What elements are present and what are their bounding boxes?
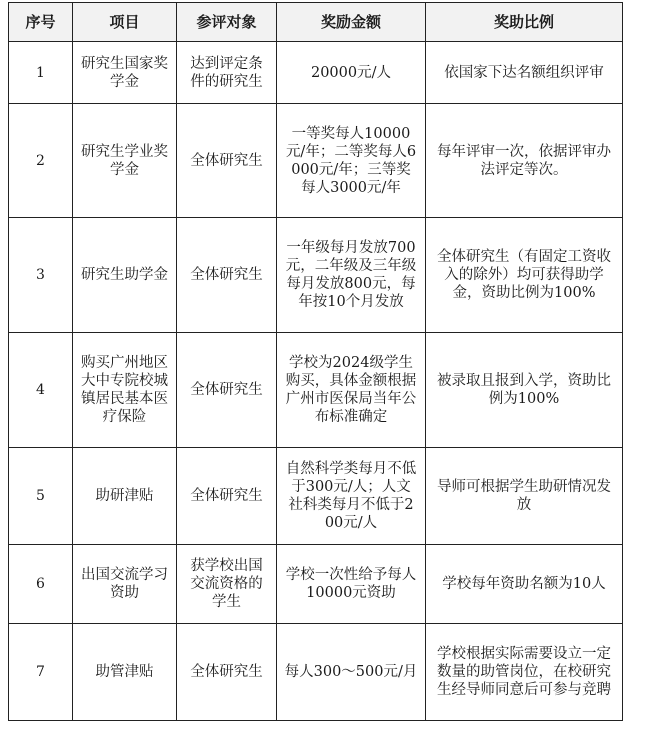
cell-target: 获学校出国交流资格的学生 — [177, 545, 277, 624]
table-row — [9, 624, 623, 721]
scholarship-table — [8, 2, 623, 721]
cell-ratio: 每年评审一次，依据评审办法评定等次。 — [426, 104, 623, 218]
cell-item: 助管津贴 — [73, 624, 177, 721]
table-row — [9, 218, 623, 333]
table-row — [9, 42, 623, 104]
cell-ratio: 学校根据实际需要设立一定数量的助管岗位，在校研究生经导师同意后可参与竞聘 — [426, 624, 623, 721]
header-amount: 奖励金额 — [277, 3, 426, 42]
cell-item: 助研津贴 — [73, 448, 177, 545]
cell-item: 研究生助学金 — [73, 218, 177, 333]
scholarship-table-container — [8, 2, 622, 721]
cell-item: 购买广州地区大中专院校城镇居民基本医疗保险 — [73, 333, 177, 448]
cell-index: 3 — [9, 218, 73, 333]
cell-target: 达到评定条件的研究生 — [177, 42, 277, 104]
table-row — [9, 104, 623, 218]
cell-target: 全体研究生 — [177, 333, 277, 448]
cell-ratio: 被录取且报到入学，资助比例为100% — [426, 333, 623, 448]
cell-index: 6 — [9, 545, 73, 624]
table-header-row — [9, 3, 623, 42]
header-item: 项目 — [73, 3, 177, 42]
table-row — [9, 333, 623, 448]
cell-target: 全体研究生 — [177, 218, 277, 333]
cell-index: 4 — [9, 333, 73, 448]
cell-amount: 自然科学类每月不低于300元/人；人文社科类每月不低于200元/人 — [277, 448, 426, 545]
cell-amount: 一等奖每人10000元/年；二等奖每人6000元/年；三等奖每人3000元/年 — [277, 104, 426, 218]
cell-amount: 学校为2024级学生购买，具体金额根据广州市医保局当年公布标准确定 — [277, 333, 426, 448]
cell-ratio: 依国家下达名额组织评审 — [426, 42, 623, 104]
cell-ratio: 全体研究生（有固定工资收入的除外）均可获得助学金，资助比例为100% — [426, 218, 623, 333]
table-row — [9, 448, 623, 545]
cell-target: 全体研究生 — [177, 624, 277, 721]
cell-index: 2 — [9, 104, 73, 218]
cell-item: 研究生国家奖学金 — [73, 42, 177, 104]
cell-index: 1 — [9, 42, 73, 104]
cell-ratio: 导师可根据学生助研情况发放 — [426, 448, 623, 545]
cell-target: 全体研究生 — [177, 448, 277, 545]
cell-amount: 20000元/人 — [277, 42, 426, 104]
cell-item: 出国交流学习资助 — [73, 545, 177, 624]
cell-index: 7 — [9, 624, 73, 721]
cell-amount: 学校一次性给予每人10000元资助 — [277, 545, 426, 624]
cell-ratio: 学校每年资助名额为10人 — [426, 545, 623, 624]
cell-amount: 一年级每月发放700元，二年级及三年级每月发放800元，每年按10个月发放 — [277, 218, 426, 333]
table-row — [9, 545, 623, 624]
cell-amount: 每人300～500元/月 — [277, 624, 426, 721]
cell-index: 5 — [9, 448, 73, 545]
header-target: 参评对象 — [177, 3, 277, 42]
cell-target: 全体研究生 — [177, 104, 277, 218]
header-ratio: 奖助比例 — [426, 3, 623, 42]
cell-item: 研究生学业奖学金 — [73, 104, 177, 218]
header-index: 序号 — [9, 3, 73, 42]
